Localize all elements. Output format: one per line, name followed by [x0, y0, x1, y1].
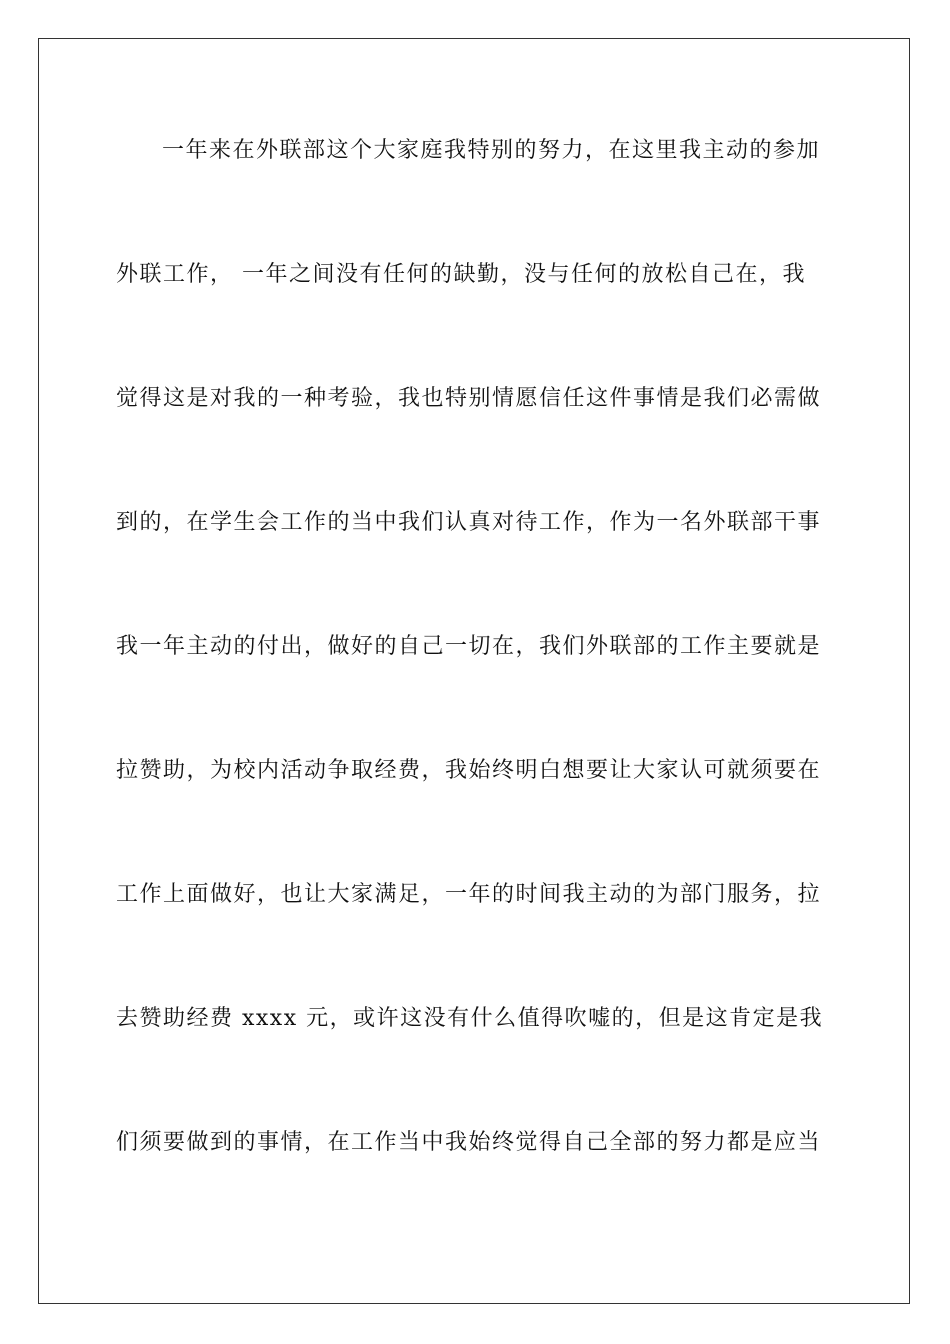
paragraph-line-9: 们须要做到的事情，在工作当中我始终觉得自己全部的努力都是应当 [116, 1130, 822, 1155]
paragraph-line-5: 我一年主动的付出，做好的自己一切在，我们外联部的工作主要就是 [116, 634, 822, 659]
paragraph-line-2: 外联工作， 一年之间没有任何的缺勤，没与任何的放松自己在，我 [116, 262, 806, 287]
paragraph-line-8: 去赞助经费 xxxx 元，或许这没有什么值得吹嘘的，但是这肯定是我 [116, 1006, 824, 1031]
paragraph-line-6: 拉赞助，为校内活动争取经费，我始终明白想要让大家认可就须要在 [116, 758, 822, 783]
paragraph-line-4: 到的，在学生会工作的当中我们认真对待工作，作为一名外联部干事 [116, 510, 822, 535]
paragraph-line-7: 工作上面做好，也让大家满足，一年的时间我主动的为部门服务，拉 [116, 882, 822, 907]
paragraph-line-1: 一年来在外联部这个大家庭我特别的努力，在这里我主动的参加 [162, 138, 821, 163]
page-border [38, 38, 910, 1304]
paragraph-line-3: 觉得这是对我的一种考验，我也特别情愿信任这件事情是我们必需做 [116, 386, 822, 411]
